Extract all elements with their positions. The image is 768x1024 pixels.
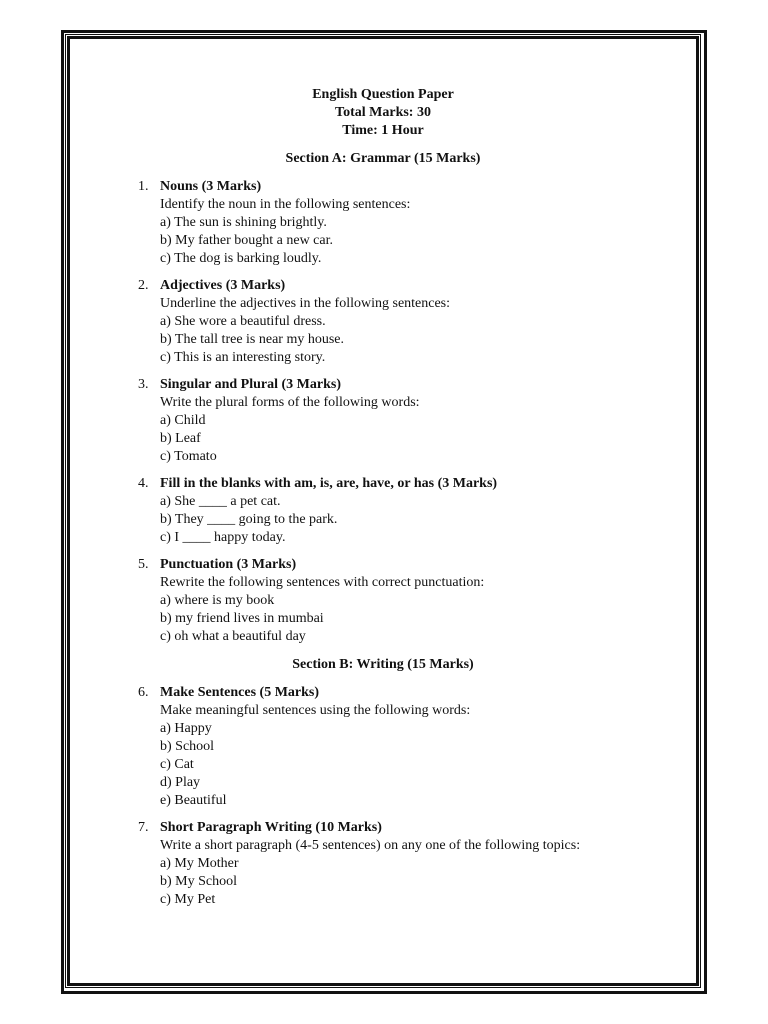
question-instruction: Underline the adjectives in the following sentences: — [160, 296, 451, 311]
question-item: a) Child — [160, 413, 206, 428]
question-number: 2. — [138, 278, 149, 293]
question-title: Nouns (3 Marks) — [160, 179, 262, 194]
question-item: c) The dog is barking loudly. — [160, 251, 322, 266]
question-number: 4. — [138, 476, 149, 491]
section-a-title: Section A: Grammar (15 Marks) — [285, 151, 481, 166]
paper-title: English Question Paper — [312, 87, 454, 102]
question-item: a) She wore a beautiful dress. — [160, 314, 326, 329]
question-3 — [0, 376, 768, 466]
question-1 — [0, 684, 768, 810]
question-5 — [0, 556, 768, 646]
paper-header — [0, 86, 768, 140]
question-number: 5. — [138, 557, 149, 572]
question-title: Punctuation (3 Marks) — [160, 557, 297, 572]
question-item: d) Play — [160, 775, 201, 790]
question-number: 1. — [138, 179, 149, 194]
question-item: b) My School — [160, 874, 237, 889]
question-2 — [0, 819, 768, 909]
time-allowed: Time: 1 Hour — [342, 123, 424, 138]
question-title: Short Paragraph Writing (10 Marks) — [160, 820, 382, 835]
question-2 — [0, 277, 768, 367]
question-instruction: Write the plural forms of the following words: — [160, 395, 420, 410]
question-number: 3. — [138, 377, 149, 392]
total-marks: Total Marks: 30 — [335, 105, 431, 120]
question-title: Fill in the blanks with am, is, are, have, or has (3 Marks) — [160, 476, 498, 491]
question-item: a) She ____ a pet cat. — [160, 494, 281, 509]
question-item: c) I ____ happy today. — [160, 530, 286, 545]
question-number: 7. — [138, 820, 149, 835]
question-title: Singular and Plural (3 Marks) — [160, 377, 341, 392]
question-title: Make Sentences (5 Marks) — [160, 685, 320, 700]
question-item: b) Leaf — [160, 431, 201, 446]
question-4 — [0, 475, 768, 547]
question-instruction: Identify the noun in the following sentences: — [160, 197, 411, 212]
question-item: c) My Pet — [160, 892, 216, 907]
question-paper — [0, 86, 768, 918]
question-item: e) Beautiful — [160, 793, 227, 808]
question-item: c) This is an interesting story. — [160, 350, 326, 365]
question-item: b) They ____ going to the park. — [160, 512, 338, 527]
question-item: b) my friend lives in mumbai — [160, 611, 324, 626]
question-item: a) Happy — [160, 721, 212, 736]
question-number: 6. — [138, 685, 149, 700]
question-item: a) where is my book — [160, 593, 275, 608]
question-title: Adjectives (3 Marks) — [160, 278, 286, 293]
question-item: c) oh what a beautiful day — [160, 629, 306, 644]
section-a-questions — [0, 178, 768, 646]
question-instruction: Rewrite the following sentences with correct punctuation: — [160, 575, 485, 590]
question-item: a) My Mother — [160, 856, 239, 871]
question-item: c) Cat — [160, 757, 194, 772]
question-item: b) My father bought a new car. — [160, 233, 333, 248]
question-1 — [0, 178, 768, 268]
question-item: a) The sun is shining brightly. — [160, 215, 327, 230]
question-instruction: Write a short paragraph (4-5 sentences) on any one of the following topics: — [160, 838, 581, 853]
question-instruction: Make meaningful sentences using the following words: — [160, 703, 471, 718]
section-b-title: Section B: Writing (15 Marks) — [292, 657, 474, 672]
question-item: b) The tall tree is near my house. — [160, 332, 345, 347]
section-b-questions — [0, 684, 768, 909]
question-item: c) Tomato — [160, 449, 217, 464]
question-item: b) School — [160, 739, 215, 754]
